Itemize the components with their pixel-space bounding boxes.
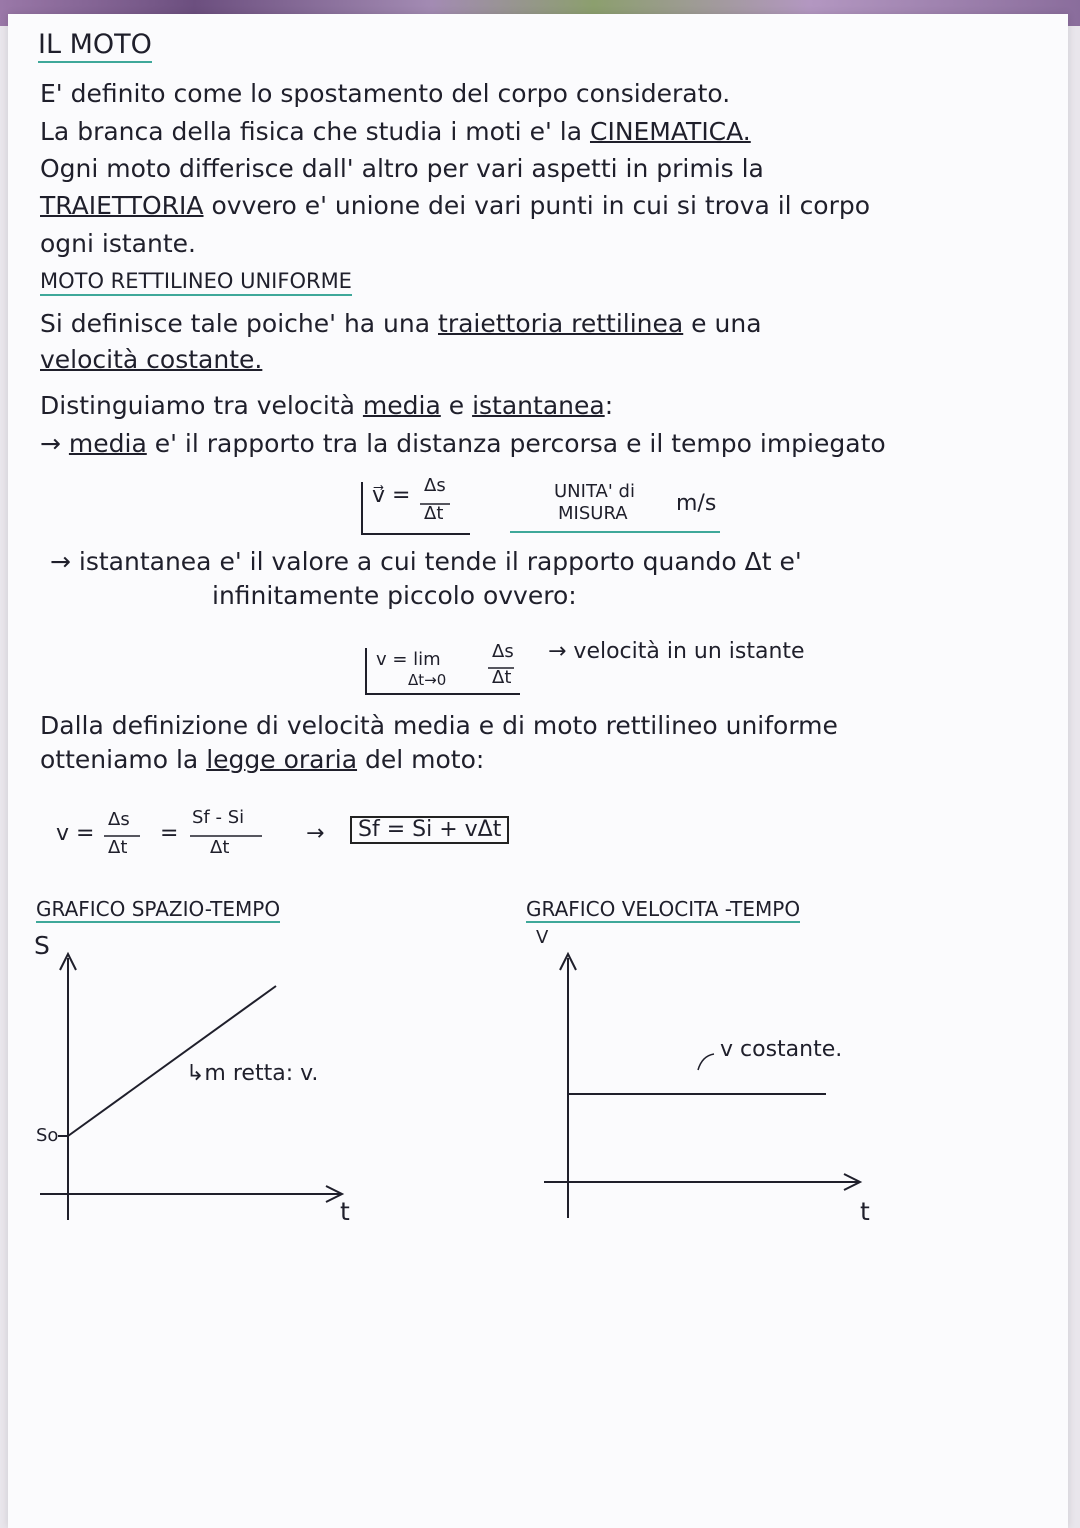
text-line-8-c: e — [440, 391, 473, 420]
keyword-traiettoria: TRAIETTORIA — [40, 191, 204, 220]
text-line-4-b: ovvero e' unione dei vari punti in cui si trova il corpo — [203, 191, 871, 220]
formula-inst-note: → velocità in un istante — [548, 639, 805, 664]
formula-mean-bracket — [362, 482, 470, 534]
keyword-traiettoria-rettilinea: traiettoria rettilinea — [438, 309, 684, 338]
equation-fraction-2-numerator: Sf - Si — [192, 807, 245, 828]
equation-boxed-law: Sf = Si + vΔt — [350, 816, 509, 844]
unit-label-line-1: UNITA' di — [554, 481, 635, 502]
equation-fraction-1-numerator: Δs — [108, 809, 130, 830]
formula-inst-numerator: Δs — [492, 641, 514, 662]
equation-equals: = — [160, 821, 179, 846]
text-line-6-c: e una — [683, 309, 762, 338]
graph-1-title: GRAFICO SPAZIO-TEMPO — [36, 897, 281, 921]
text-line-7: velocità costante. — [40, 345, 263, 374]
text-line-13-a: otteniamo la — [40, 745, 207, 774]
equation-fraction-1-denominator: Δt — [108, 837, 128, 858]
graph-1-y-label: S — [34, 931, 50, 960]
keyword-legge-oraria: legge oraria — [206, 745, 358, 774]
text-line-9-c: e' il rapporto tra la distanza percorsa e il tempo impiegato — [146, 429, 886, 458]
text-line-2-a: La branca della fisica che studia i moti e' la — [40, 117, 590, 146]
text-line-13-c: del moto: — [357, 745, 485, 774]
text-line-8-a: Distinguiamo tra velocità — [40, 391, 363, 420]
formula-inst-lhs: v = lim — [376, 649, 441, 670]
text-line-1: E' definito come lo spostamento del corpo considerato. — [40, 79, 731, 108]
equation-v: v = — [56, 821, 95, 846]
graph-1-slope-note: ↳m retta: v. — [186, 1061, 319, 1086]
keyword-istantanea: istantanea — [472, 391, 605, 420]
formula-inst-bracket — [366, 648, 520, 694]
formula-mean-numerator: Δs — [424, 475, 446, 496]
graph-1-s0-label: So — [36, 1125, 59, 1146]
graph-1-x-label: t — [340, 1197, 350, 1226]
text-line-6-a: Si definisce tale poiche' ha una — [40, 309, 439, 338]
graph-2-y-label: V — [536, 927, 549, 948]
text-line-12: Dalla definizione di velocità media e di moto rettilineo uniforme — [40, 711, 838, 740]
graph-1-line — [68, 986, 276, 1136]
text-line-8-e: : — [604, 391, 614, 420]
graph-2-x-label: t — [860, 1197, 870, 1226]
text-line-11: infinitamente piccolo ovvero: — [212, 581, 577, 610]
formula-mean-lhs: v⃗ = — [372, 483, 411, 508]
formula-mean-denominator: Δt — [424, 503, 444, 524]
text-line-5: ogni istante. — [40, 229, 196, 258]
keyword-cinematica: CINEMATICA. — [589, 117, 751, 146]
text-line-3: Ogni moto differisce dall' altro per vari aspetti in primis la — [40, 154, 764, 183]
keyword-media: media — [362, 391, 441, 420]
equation-arrow: → — [306, 821, 325, 846]
formula-inst-subscript: Δt→0 — [408, 671, 447, 689]
keyword-media-2: media — [68, 429, 147, 458]
unit-value: m/s — [676, 491, 717, 516]
graph-2-title: GRAFICO VELOCITA -TEMPO — [526, 897, 801, 921]
graph-2-note-pointer — [698, 1054, 714, 1070]
equation-fraction-2-denominator: Δt — [210, 837, 230, 858]
unit-label-line-2: MISURA — [558, 503, 628, 524]
page-title: IL MOTO — [38, 30, 152, 63]
text-line-10: → istantanea e' il valore a cui tende il rapporto quando Δt e' — [50, 547, 802, 576]
formula-inst-denominator: Δt — [492, 667, 512, 688]
arrow-bullet: → — [40, 429, 69, 458]
graph-2-constant-note: v costante. — [720, 1037, 843, 1062]
section-heading-uniform: MOTO RETTILINEO UNIFORME — [40, 270, 352, 296]
